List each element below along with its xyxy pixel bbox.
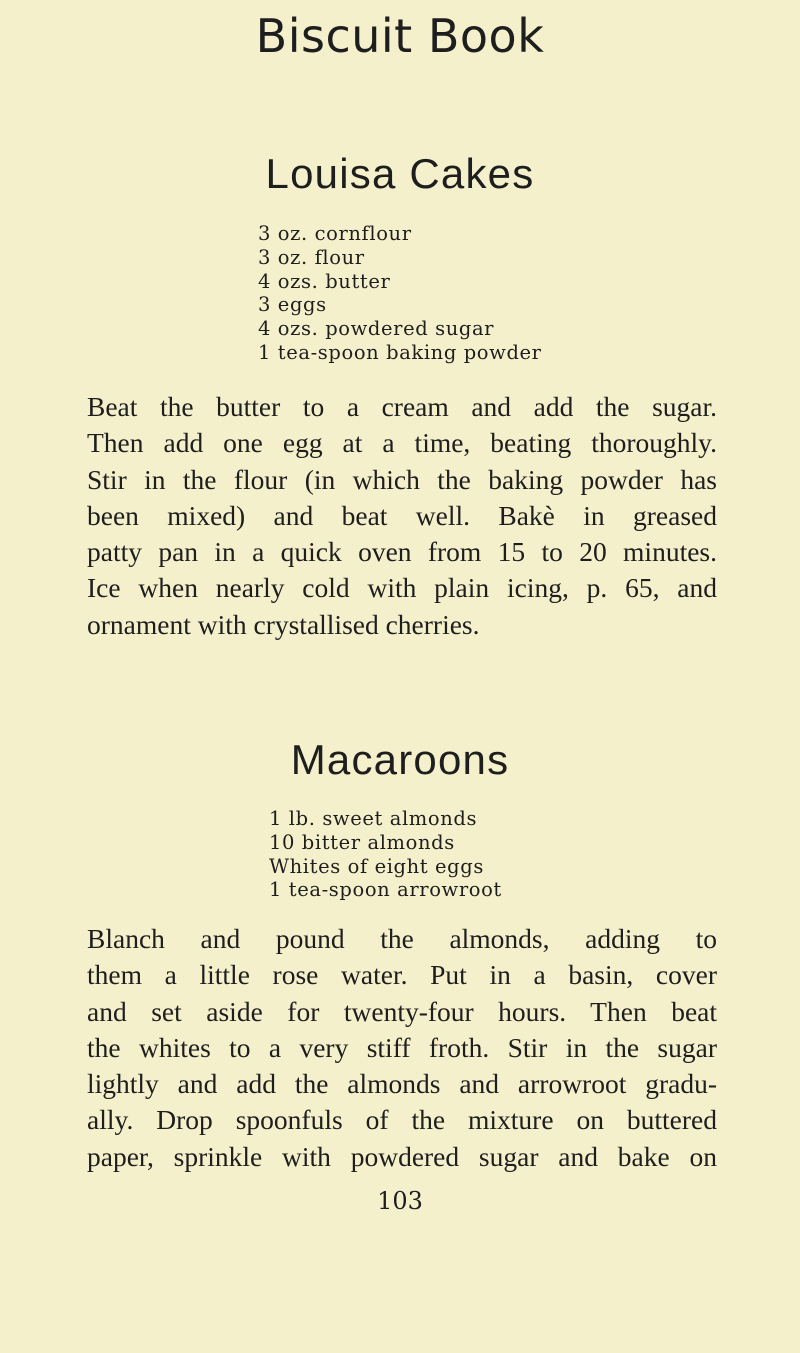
ingredient-item: 3 oz. flour (258, 245, 365, 269)
running-head: Biscuit Book (255, 9, 545, 63)
method-line: Beat the butter to a cream and add the sugar. (87, 391, 717, 422)
method-line: patty pan in a quick oven from 15 to 20 minutes. (87, 536, 717, 568)
ingredient-item: 10 bitter almonds (269, 830, 455, 854)
method-line: paper, sprinkle with powdered sugar and bake on (87, 1140, 717, 1172)
ingredient-item: 1 tea-spoon baking powder (258, 340, 542, 364)
ingredient-list (269, 807, 502, 902)
method-paragraph (87, 389, 717, 643)
method-line: Ice when nearly cold with plain icing, p. 65, and (87, 572, 717, 604)
ingredient-list (258, 222, 542, 365)
method-line: been mixed) and beat well. Bakè in greased (87, 499, 717, 531)
ingredient-item: 3 oz. cornflour (258, 222, 412, 245)
method-line: lightly and add the almonds and arrowroot gradu- (87, 1068, 717, 1100)
method-line: and set aside for twenty-four hours. Then beat (87, 995, 717, 1027)
method-line: them a little rose water. Put in a basin, cover (87, 959, 717, 991)
page-number: 103 (377, 1187, 423, 1215)
method-line: Blanch and pound the almonds, adding to (87, 923, 717, 954)
ingredient-item: 1 lb. sweet almonds (269, 807, 478, 830)
recipe-title: Louisa Cakes (265, 150, 535, 197)
method-paragraph (87, 921, 717, 1175)
recipe-title: Macaroons (290, 736, 510, 783)
method-line: ornament with crystallised cherries. (87, 608, 480, 640)
ingredient-item: 4 ozs. butter (258, 269, 391, 293)
ingredient-item: 4 ozs. powdered sugar (258, 317, 495, 341)
method-line: the whites to a very stiff froth. Stir in the sugar (87, 1031, 717, 1063)
method-line: Stir in the flour (in which the baking powder has (87, 463, 717, 495)
ingredient-item: 1 tea-spoon arrowroot (269, 878, 502, 902)
method-line: Then add one egg at a time, beating thoroughly. (87, 427, 717, 459)
method-line: ally. Drop spoonfuls of the mixture on buttered (87, 1104, 717, 1136)
ingredient-item: Whites of eight eggs (269, 854, 484, 878)
ingredient-item: 3 eggs (258, 293, 327, 317)
